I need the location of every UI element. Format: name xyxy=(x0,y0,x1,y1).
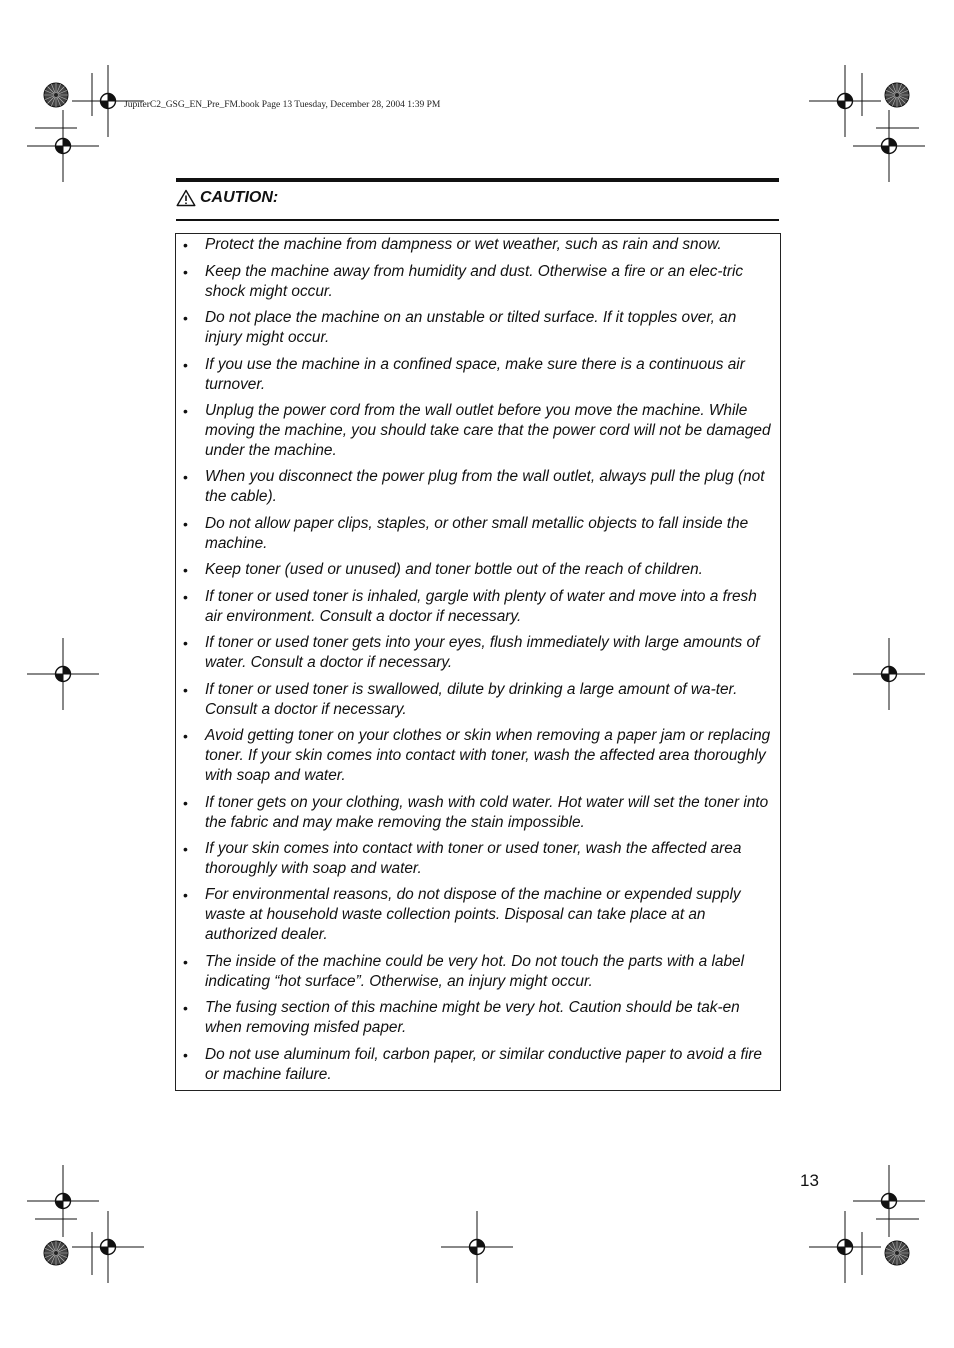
list-item: • Keep toner (used or unused) and toner bottle out of the reach of children. xyxy=(183,561,703,578)
caution-heading xyxy=(176,187,278,209)
list-item: • If you use the machine in a confined space, make sure there is a continuous air turnover. xyxy=(183,356,745,394)
list-item: • The inside of the machine could be very hot. Do not touch the parts with a label indicating “hot surface”. Otherwise, an injury might occur. xyxy=(183,953,744,991)
list-item: • If toner or used toner gets into your eyes, flush immediately with large amounts of water. Consult a doctor if necessary. xyxy=(183,634,760,672)
list-item: • If toner or used toner is swallowed, dilute by drinking a large amount of wa-ter. Consult a doctor if necessary. xyxy=(183,681,738,719)
list-item: • The fusing section of this machine might be very hot. Caution should be tak-en when removing misfed paper. xyxy=(183,999,740,1037)
warning-triangle-icon xyxy=(176,189,196,207)
list-item: • For environmental reasons, do not dispose of the machine or expended supply waste at household waste collection points. Disposal can take place at an authorized dealer. xyxy=(183,886,741,944)
list-item: • Do not place the machine on an unstable or tilted surface. If it topples over, an injury might occur. xyxy=(183,309,737,347)
page-number: 13 xyxy=(800,1171,819,1190)
caution-top-rule xyxy=(176,178,779,182)
list-item: • Do not allow paper clips, staples, or other small metallic objects to fall inside the machine. xyxy=(183,515,749,553)
list-item: • Do not use aluminum foil, carbon paper, or similar conductive paper to avoid a fire or machine failure. xyxy=(183,1046,762,1084)
list-item: • Avoid getting toner on your clothes or skin when removing a paper jam or replacing toner. If your skin comes into contact with toner, wash the affected area thoroughly with soap and water. xyxy=(183,727,771,785)
list-item: • Protect the machine from dampness or wet weather, such as rain and snow. xyxy=(183,236,722,253)
list-item: • When you disconnect the power plug from the wall outlet, always pull the plug (not the cable). xyxy=(183,468,765,506)
caution-label: CAUTION: xyxy=(200,189,279,206)
caution-bottom-rule xyxy=(176,219,779,221)
list-item: • If toner or used toner is inhaled, gargle with plenty of water and move into a fresh air environment. Consult a doctor if necessary. xyxy=(183,588,757,626)
print-slug: JupiterC2_GSG_EN_Pre_FM.book Page 13 Tuesday, December 28, 2004 1:39 PM xyxy=(124,100,441,110)
caution-box xyxy=(175,233,781,1091)
list-item: • Keep the machine away from humidity and dust. Otherwise a fire or an elec-tric shock might occur. xyxy=(183,263,744,301)
list-item: • Unplug the power cord from the wall outlet before you move the machine. While moving the machine, you should take care that the power cord will not be damaged under the machine. xyxy=(183,402,771,460)
list-item: • If toner gets on your clothing, wash with cold water. Hot water will set the toner into the fabric and may make removing the stain impossible. xyxy=(183,794,769,832)
list-item: • If your skin comes into contact with toner or used toner, wash the affected area thoroughly with soap and water. xyxy=(183,840,742,878)
